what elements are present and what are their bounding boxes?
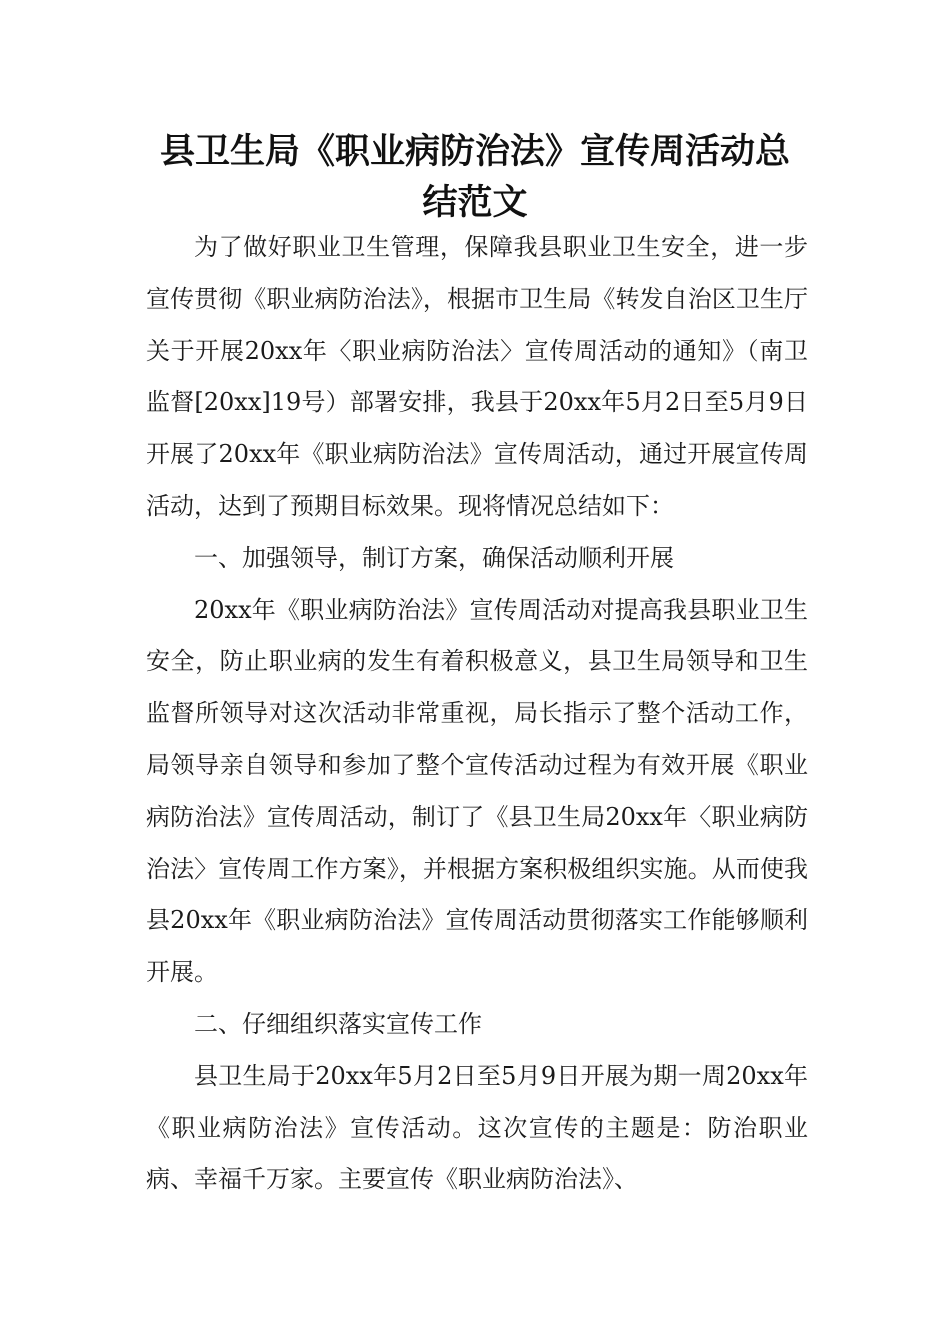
section-heading-2: 二、仔细组织落实宣传工作 xyxy=(194,1009,482,1038)
document-title-line-2: 结范文 xyxy=(422,183,528,223)
section-heading-1: 一、加强领导，制订方案，确保活动顺利开展 xyxy=(194,543,674,572)
paragraph-section-1: 20xx年《职业病防治法》宣传周活动对提高我县职业卫生安全，防止职业病的发生有着积极意义，县卫生局领导和卫生监督所领导对这次活动非常重视，局长指示了整个活动工作，局领导亲自领导和参加了整个宣传活动过程为有效开展《职业病防治法》宣传周活动，制订了《县卫生局20xx年〈职业病防治法〉宣传周工作方案》，并根据方案积极组织实施。从而使我县20xx年《职业病防治法》宣传周活动贯彻落实工作能够顺利开展。 xyxy=(146,595,808,987)
paragraph-intro: 为了做好职业卫生管理，保障我县职业卫生安全，进一步宣传贯彻《职业病防治法》，根据市卫生局《转发自治区卫生厅关于开展20xx年〈职业病防治法〉宣传周活动的通知》（南卫监督[20xx]19号）部署安排，我县于20xx年5月2日至5月9日开展了20xx年《职业病防治法》宣传周活动，通过开展宣传周活动，达到了预期目标效果。现将情况总结如下： xyxy=(146,233,808,520)
document-body xyxy=(146,222,808,1206)
paragraph-section-2: 县卫生局于20xx年5月2日至5月9日开展为期一周20xx年《职业病防治法》宣传活动。这次宣传的主题是：防治职业病、幸福千万家。主要宣传《职业病防治法》、 xyxy=(146,1061,808,1194)
document-title-line-1: 县卫生局《职业病防治法》宣传周活动总 xyxy=(159,132,790,172)
